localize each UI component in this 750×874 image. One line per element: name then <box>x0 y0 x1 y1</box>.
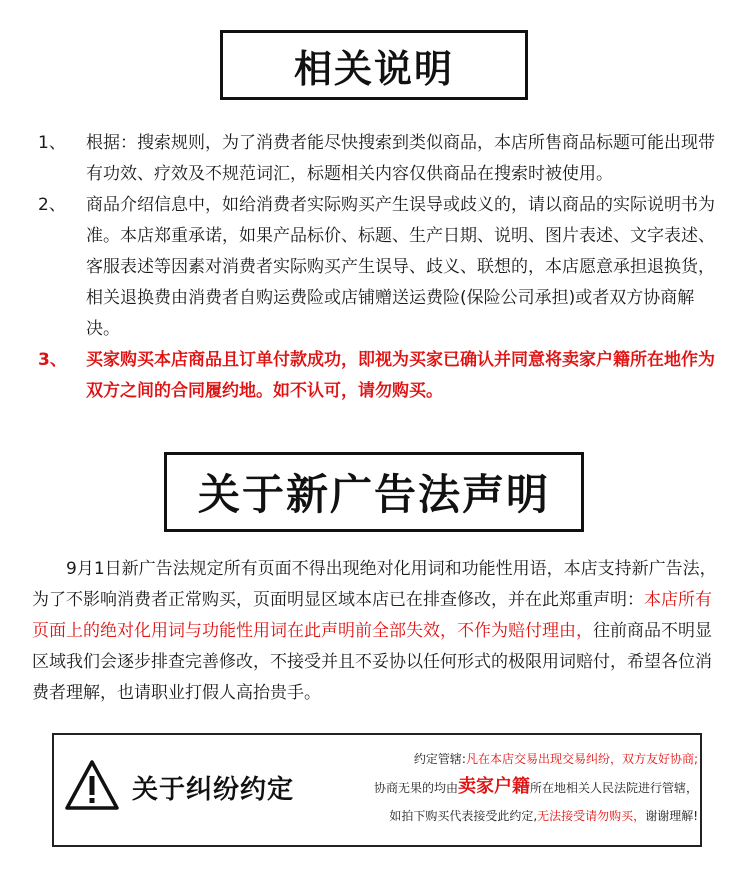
notice-highlight: 无法接受请勿购买， <box>537 809 646 823</box>
warning-triangle-icon <box>64 759 120 811</box>
note-number: 3、 <box>38 350 67 370</box>
notice-line-3 <box>322 802 698 830</box>
notice-text: 如拍下购买代表接受此约定, <box>389 809 538 823</box>
notice-highlight: 凡在本店交易出现交易纠纷，双方友好协商; <box>465 752 698 766</box>
section-title-ad-law: 关于新广告法声明 <box>164 452 584 532</box>
notice-text: 所在地相关人民法院进行管辖， <box>529 781 698 795</box>
notice-text: 谢谢理解! <box>645 809 698 823</box>
note-item-2 <box>38 190 728 345</box>
statement-text-end: 往前商品不明显区域我们会逐步排查完善修改，不接受并且不妥协以任何形式的极限用词赔付，希望各位消费者理解，也请职业打假人高抬贵手。 <box>32 621 712 703</box>
dispute-notice-text <box>322 745 698 830</box>
ad-law-statement <box>32 554 722 709</box>
dispute-notice-box <box>52 733 702 847</box>
statement-highlight: 本店所有页面上的绝对化用词与功能性用词在此声明前全部失效，不作为赔付理由， <box>32 590 712 641</box>
note-item-3 <box>38 345 728 407</box>
notice-line-2 <box>322 773 698 802</box>
note-text: 根据：搜索规则，为了消费者能尽快搜索到类似商品，本店所售商品标题可能出现带有功效、疗效及不规范词汇，标题相关内容仅供商品在搜索时被使用。 <box>86 133 715 184</box>
statement-text: 9月1日新广告法规定所有页面不得出现绝对化用词和功能性用语，本店支持新广告法，为了不影响消费者正常购买，页面明显区域本店已在排查修改，并在此郑重声明： <box>32 559 717 610</box>
notes-list <box>38 128 728 407</box>
note-text: 买家购买本店商品且订单付款成功，即视为买家已确认并同意将卖家户籍所在地作为双方之间的合同履约地。如不认可，请勿购买。 <box>86 350 715 401</box>
note-number: 1、 <box>38 133 66 153</box>
section-title-notes: 相关说明 <box>220 30 528 100</box>
note-text: 商品介绍信息中，如给消费者实际购买产生误导或歧义的，请以商品的实际说明书为准。本店郑重承诺，如果产品标价、标题、生产日期、说明、图片表述、文字表述、客服表述等因素对消费者实际购买产生误导、歧义、联想的，本店愿意承担退换货，相关退换费由消费者自购运费险或店铺赠送运费险(保险公司承担)或者双方协商解决。 <box>86 195 715 339</box>
note-item-1 <box>38 128 728 190</box>
dispute-notice-title: 关于纠纷约定 <box>132 775 295 805</box>
notice-label: 约定管辖: <box>413 752 466 766</box>
notice-line-1 <box>322 745 698 773</box>
notice-text: 协商无果的均由 <box>373 781 458 795</box>
note-number: 2、 <box>38 195 66 215</box>
notice-highlight-seller-domicile: 卖家户籍 <box>457 776 530 797</box>
